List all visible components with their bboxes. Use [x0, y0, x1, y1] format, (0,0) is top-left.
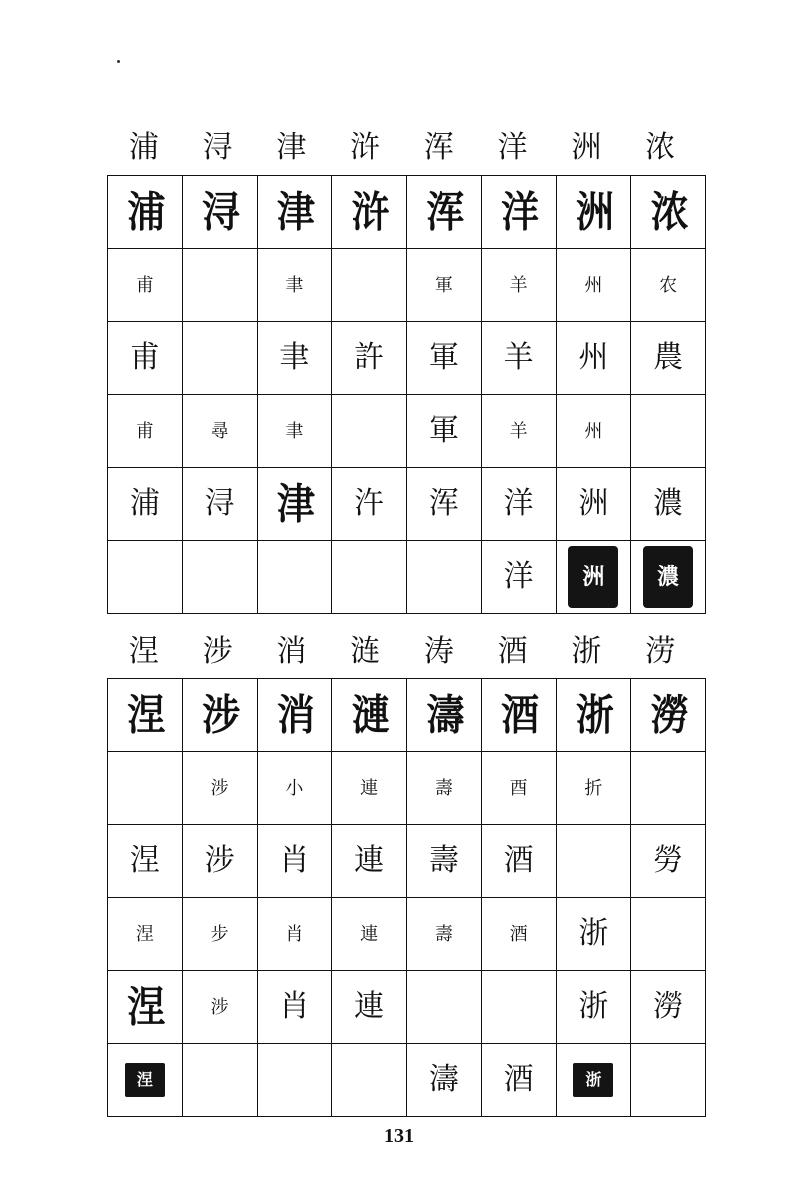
- bronze-glyph: 連: [354, 843, 385, 878]
- header-char: 浒: [350, 130, 381, 165]
- glyph-cell: [108, 971, 183, 1044]
- bronze-glyph: 涉: [210, 777, 229, 799]
- table-row: [108, 322, 706, 395]
- seal-stamp: 浙: [573, 1063, 613, 1097]
- glyph-cell: [481, 176, 556, 249]
- script-glyph: 尋: [210, 420, 229, 442]
- seal-stamp: 洲: [568, 546, 618, 608]
- seal-glyph: 洲: [578, 486, 609, 521]
- glyph-cell: [182, 176, 257, 249]
- seal-glyph: 浦: [129, 486, 160, 521]
- seal-glyph: 洲: [575, 186, 611, 237]
- script-glyph: 軍: [428, 413, 459, 448]
- glyph-cell: [257, 825, 332, 898]
- header-char: 洲: [571, 130, 602, 165]
- seal-glyph: 澇: [653, 989, 684, 1024]
- glyph-cell: [407, 468, 482, 541]
- glyph-cell: [407, 971, 482, 1044]
- glyph-cell: [332, 395, 407, 468]
- bronze-glyph: 勞: [653, 843, 684, 878]
- glyph-cell: [108, 825, 183, 898]
- glyph-cell: [631, 541, 706, 614]
- seal-glyph: 濃: [653, 486, 684, 521]
- table-row: [108, 249, 706, 322]
- glyph-cell: [257, 249, 332, 322]
- glyph-cell: [108, 249, 183, 322]
- bronze-glyph: 軍: [434, 274, 453, 296]
- glyph-cell: [407, 825, 482, 898]
- glyph-cell: [257, 395, 332, 468]
- bronze-glyph: 涉: [204, 843, 235, 878]
- bronze-glyph: 州: [584, 274, 603, 296]
- glyph-cell: [257, 898, 332, 971]
- bronze-glyph: 壽: [428, 843, 459, 878]
- seal-glyph: 浔: [204, 486, 235, 521]
- glyph-table-1: [107, 175, 706, 614]
- script-glyph: 州: [584, 420, 603, 442]
- header-char: 涅: [128, 634, 159, 669]
- glyph-cell: [257, 679, 332, 752]
- glyph-cell: [332, 176, 407, 249]
- script-glyph: 肖: [285, 923, 304, 945]
- script-glyph: 步: [210, 923, 229, 945]
- glyph-cell: [108, 176, 183, 249]
- glyph-cell: [108, 679, 183, 752]
- bronze-glyph: 农: [659, 274, 678, 296]
- glyph-cell: [407, 176, 482, 249]
- glyph-cell: [631, 971, 706, 1044]
- page-number: 131: [384, 1125, 414, 1147]
- header-char: 酒: [497, 634, 528, 669]
- header-char: 消: [276, 634, 307, 669]
- bronze-glyph: 小: [285, 777, 304, 799]
- seal-glyph: 涅: [127, 981, 163, 1032]
- script-glyph: 聿: [285, 420, 304, 442]
- script-glyph: 酒: [509, 923, 528, 945]
- table-row: [108, 971, 706, 1044]
- glyph-cell: [257, 971, 332, 1044]
- glyph-cell: [108, 541, 183, 614]
- seal-glyph: 連: [354, 989, 385, 1024]
- glyph-cell: [407, 249, 482, 322]
- glyph-cell: [257, 1044, 332, 1117]
- header-char: 涉: [202, 634, 233, 669]
- glyph-cell: [332, 1044, 407, 1117]
- glyph-cell: [182, 468, 257, 541]
- bronze-glyph: 肖: [279, 843, 310, 878]
- seal-glyph: 漣: [351, 689, 387, 740]
- glyph-cell: [257, 541, 332, 614]
- glyph-cell: [108, 395, 183, 468]
- bronze-glyph: 壽: [434, 777, 453, 799]
- glyph-cell: [182, 898, 257, 971]
- seal-glyph: 浙: [578, 989, 609, 1024]
- bronze-glyph: 甫: [135, 274, 154, 296]
- glyph-table-2: [107, 678, 706, 1117]
- glyph-cell: [257, 176, 332, 249]
- glyph-cell: [556, 468, 631, 541]
- bronze-glyph: 甫: [129, 340, 160, 375]
- header-char: 浔: [202, 130, 233, 165]
- glyph-cell: [556, 679, 631, 752]
- glyph-cell: [108, 322, 183, 395]
- table-row: [108, 541, 706, 614]
- seal-glyph: 浔: [202, 186, 238, 237]
- glyph-cell: [257, 468, 332, 541]
- glyph-cell: [631, 898, 706, 971]
- bronze-glyph: 酉: [509, 777, 528, 799]
- glyph-cell: [631, 322, 706, 395]
- seal-glyph: 酒: [501, 689, 537, 740]
- glyph-cell: [556, 176, 631, 249]
- bronze-glyph: 軍: [428, 340, 459, 375]
- glyph-cell: [182, 752, 257, 825]
- seal-glyph: 涉: [202, 689, 238, 740]
- glyph-cell: [556, 971, 631, 1044]
- glyph-cell: [332, 322, 407, 395]
- glyph-cell: [631, 752, 706, 825]
- glyph-cell: [108, 752, 183, 825]
- glyph-cell: [556, 249, 631, 322]
- script-glyph: 壽: [434, 923, 453, 945]
- seal-glyph: 涉: [210, 996, 229, 1018]
- glyph-cell: [407, 1044, 482, 1117]
- glyph-cell: [407, 541, 482, 614]
- header-char: 浓: [645, 130, 676, 165]
- seal-glyph: 浓: [650, 186, 686, 237]
- glyph-cell: [481, 898, 556, 971]
- bronze-glyph: 農: [653, 340, 684, 375]
- script-glyph: 羊: [509, 420, 528, 442]
- script-glyph: 甫: [135, 420, 154, 442]
- glyph-cell: [481, 679, 556, 752]
- glyph-cell: [481, 752, 556, 825]
- header-char: 涝: [645, 634, 676, 669]
- seal-glyph: 汻: [354, 486, 385, 521]
- glyph-cell: [407, 395, 482, 468]
- header-row-1: [107, 128, 697, 168]
- glyph-cell: [481, 971, 556, 1044]
- glyph-cell: [182, 395, 257, 468]
- seal-glyph: 洋: [503, 486, 534, 521]
- glyph-cell: [332, 249, 407, 322]
- table-row: [108, 468, 706, 541]
- glyph-cell: [631, 176, 706, 249]
- glyph-cell: [631, 679, 706, 752]
- seal-glyph: 洋: [503, 559, 534, 594]
- seal-glyph: 浙: [575, 689, 611, 740]
- glyph-cell: [332, 679, 407, 752]
- speck-mark: [117, 60, 120, 63]
- bronze-glyph: 聿: [279, 340, 310, 375]
- glyph-cell: [407, 679, 482, 752]
- glyph-cell: [332, 541, 407, 614]
- bronze-glyph: 州: [578, 340, 609, 375]
- bronze-glyph: 羊: [503, 340, 534, 375]
- seal-glyph: 津: [276, 186, 312, 237]
- glyph-cell: [631, 468, 706, 541]
- glyph-cell: [182, 679, 257, 752]
- glyph-cell: [481, 468, 556, 541]
- bronze-glyph: 連: [360, 777, 379, 799]
- seal-glyph: 洋: [501, 186, 537, 237]
- glyph-cell: [481, 322, 556, 395]
- header-char: 津: [276, 130, 307, 165]
- seal-glyph: 消: [276, 689, 312, 740]
- seal-glyph: 浒: [351, 186, 387, 237]
- seal-stamp: 涅: [125, 1063, 165, 1097]
- glyph-cell: [556, 322, 631, 395]
- table-row: [108, 898, 706, 971]
- glyph-cell: [332, 898, 407, 971]
- glyph-cell: [407, 752, 482, 825]
- glyph-cell: [407, 898, 482, 971]
- header-char: 浦: [128, 130, 159, 165]
- seal-glyph: 濤: [426, 689, 462, 740]
- seal-glyph: 澇: [650, 689, 686, 740]
- glyph-cell: [182, 541, 257, 614]
- script-glyph: 涅: [135, 923, 154, 945]
- bronze-glyph: 酒: [503, 843, 534, 878]
- seal-stamp: 濃: [643, 546, 693, 608]
- table-row: [108, 752, 706, 825]
- glyph-cell: [481, 541, 556, 614]
- header-char: 浑: [423, 130, 454, 165]
- glyph-cell: [108, 468, 183, 541]
- bronze-glyph: 涅: [129, 843, 160, 878]
- script-glyph: 浙: [578, 916, 609, 951]
- glyph-cell: [332, 468, 407, 541]
- glyph-cell: [556, 1044, 631, 1117]
- seal-glyph: 浑: [426, 186, 462, 237]
- glyph-cell: [182, 1044, 257, 1117]
- glyph-cell: [257, 322, 332, 395]
- seal-glyph: 浑: [428, 486, 459, 521]
- header-char: 涛: [423, 634, 454, 669]
- script-glyph: 連: [360, 923, 379, 945]
- glyph-cell: [332, 825, 407, 898]
- seal-glyph: 濤: [428, 1062, 459, 1097]
- seal-glyph: 涅: [127, 689, 163, 740]
- bronze-glyph: 許: [354, 340, 385, 375]
- glyph-cell: [182, 971, 257, 1044]
- seal-glyph: 津: [276, 478, 312, 529]
- glyph-cell: [182, 322, 257, 395]
- bronze-glyph: 折: [584, 777, 603, 799]
- glyph-cell: [108, 1044, 183, 1117]
- header-char: 浙: [571, 634, 602, 669]
- header-char: 涟: [350, 634, 381, 669]
- glyph-cell: [182, 249, 257, 322]
- header-char: 洋: [497, 130, 528, 165]
- glyph-cell: [556, 898, 631, 971]
- glyph-cell: [556, 752, 631, 825]
- glyph-cell: [631, 249, 706, 322]
- table-row: [108, 679, 706, 752]
- table-row: [108, 1044, 706, 1117]
- table-row: [108, 176, 706, 249]
- seal-glyph: 浦: [127, 186, 163, 237]
- bronze-glyph: 羊: [509, 274, 528, 296]
- glyph-cell: [182, 825, 257, 898]
- glyph-cell: [556, 541, 631, 614]
- glyph-cell: [332, 971, 407, 1044]
- header-row-2: [107, 632, 697, 672]
- glyph-cell: [108, 898, 183, 971]
- glyph-cell: [481, 1044, 556, 1117]
- glyph-cell: [631, 1044, 706, 1117]
- glyph-cell: [481, 825, 556, 898]
- glyph-cell: [481, 249, 556, 322]
- table-row: [108, 395, 706, 468]
- glyph-cell: [332, 752, 407, 825]
- glyph-cell: [481, 395, 556, 468]
- bronze-glyph: 聿: [285, 274, 304, 296]
- table-row: [108, 825, 706, 898]
- seal-glyph: 肖: [279, 989, 310, 1024]
- glyph-cell: [407, 322, 482, 395]
- glyph-cell: [556, 825, 631, 898]
- glyph-cell: [556, 395, 631, 468]
- seal-glyph: 酒: [503, 1062, 534, 1097]
- glyph-cell: [631, 395, 706, 468]
- glyph-cell: [257, 752, 332, 825]
- glyph-cell: [631, 825, 706, 898]
